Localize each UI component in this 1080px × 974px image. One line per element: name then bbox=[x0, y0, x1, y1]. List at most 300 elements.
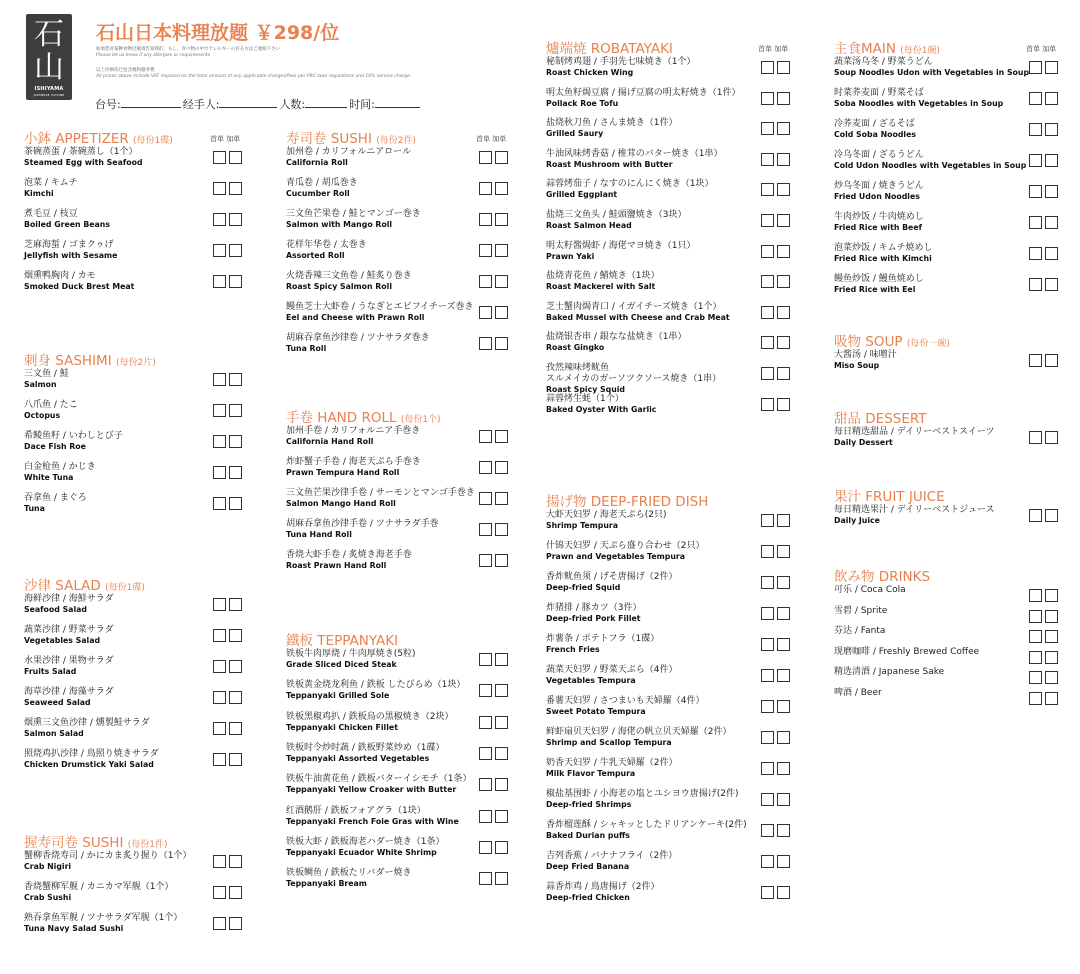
first-order-checkbox[interactable] bbox=[479, 716, 492, 729]
extra-order-checkbox[interactable] bbox=[777, 762, 790, 775]
logo-kanji-top: 石 bbox=[34, 17, 64, 52]
extra-order-checkbox[interactable] bbox=[1045, 610, 1058, 623]
extra-order-checkbox[interactable] bbox=[495, 244, 508, 257]
extra-order-checkbox[interactable] bbox=[777, 183, 790, 196]
order-checkboxes bbox=[213, 275, 242, 288]
order-checkboxes bbox=[213, 404, 242, 417]
menu-item-english: Seaweed Salad bbox=[24, 698, 91, 707]
extra-order-header: 加单 bbox=[1042, 45, 1057, 53]
first-order-checkbox[interactable] bbox=[213, 691, 226, 704]
first-order-checkbox[interactable] bbox=[479, 275, 492, 288]
extra-order-checkbox[interactable] bbox=[229, 598, 242, 611]
first-order-checkbox[interactable] bbox=[213, 629, 226, 642]
menu-item bbox=[834, 88, 1064, 109]
menu-item bbox=[286, 457, 514, 478]
extra-order-checkbox[interactable] bbox=[777, 398, 790, 411]
order-checkboxes bbox=[213, 660, 242, 673]
extra-order-checkbox[interactable] bbox=[777, 153, 790, 166]
order-checkboxes bbox=[479, 778, 508, 791]
first-order-checkbox[interactable] bbox=[761, 855, 774, 868]
extra-order-checkbox[interactable] bbox=[1045, 692, 1058, 705]
menu-item bbox=[24, 625, 248, 646]
extra-order-checkbox[interactable] bbox=[495, 747, 508, 760]
extra-order-checkbox[interactable] bbox=[495, 653, 508, 666]
section-title-text: 甜品 DESSERT bbox=[834, 411, 927, 427]
first-order-checkbox[interactable] bbox=[479, 841, 492, 854]
extra-order-checkbox[interactable] bbox=[229, 404, 242, 417]
order-column-headers bbox=[1026, 44, 1056, 54]
menu-item bbox=[24, 271, 248, 292]
menu-item-name: 泡菜炒饭 / キムチ焼めし bbox=[834, 243, 933, 253]
first-order-checkbox[interactable] bbox=[1029, 671, 1042, 684]
order-checkboxes bbox=[479, 841, 508, 854]
section-header bbox=[834, 37, 1064, 57]
section-title-text: 飲み物 DRINKS bbox=[834, 569, 931, 585]
first-order-checkbox[interactable] bbox=[1029, 509, 1042, 522]
extra-order-checkbox[interactable] bbox=[1045, 509, 1058, 522]
menu-item bbox=[24, 462, 248, 483]
menu-item-name: 茶碗蒸蛋 / 茶碗蒸し（1个） bbox=[24, 147, 138, 157]
extra-order-checkbox[interactable] bbox=[229, 497, 242, 510]
first-order-checkbox[interactable] bbox=[213, 753, 226, 766]
first-order-checkbox[interactable] bbox=[1029, 247, 1042, 260]
extra-order-checkbox[interactable] bbox=[495, 778, 508, 791]
order-checkboxes bbox=[479, 151, 508, 164]
section-title-text: 鐵板 TEPPANYAKI bbox=[286, 633, 399, 649]
first-order-checkbox[interactable] bbox=[761, 700, 774, 713]
extra-order-checkbox[interactable] bbox=[1045, 92, 1058, 105]
menu-item-name: 海草沙律 / 海藻サラダ bbox=[24, 687, 114, 697]
extra-order-checkbox[interactable] bbox=[229, 435, 242, 448]
first-order-header: 首单 bbox=[758, 45, 772, 53]
menu-item-name: 希鲮鱼籽 / いわしとび子 bbox=[24, 431, 123, 441]
extra-order-checkbox[interactable] bbox=[777, 576, 790, 589]
menu-item-name: 盐烧银杏串 / 銀なな盐焼き（1串） bbox=[546, 332, 687, 343]
extra-order-checkbox[interactable] bbox=[229, 373, 242, 386]
menu-item-english: Pollack Roe Tofu bbox=[546, 98, 619, 108]
first-order-header: 首单 bbox=[210, 135, 224, 143]
first-order-checkbox[interactable] bbox=[1029, 610, 1042, 623]
first-order-checkbox[interactable] bbox=[213, 182, 226, 195]
first-order-checkbox[interactable] bbox=[479, 523, 492, 536]
order-checkboxes bbox=[479, 684, 508, 697]
first-order-checkbox[interactable] bbox=[761, 886, 774, 899]
extra-order-checkbox[interactable] bbox=[1045, 431, 1058, 444]
menu-item bbox=[286, 240, 514, 261]
menu-item-english: Deep-fried Pork Fillet bbox=[546, 614, 641, 623]
extra-order-checkbox[interactable] bbox=[229, 660, 242, 673]
menu-item bbox=[834, 688, 1064, 699]
menu-item bbox=[286, 302, 514, 323]
extra-order-checkbox[interactable] bbox=[495, 151, 508, 164]
logo-tagline: JAPANESE CUISINE bbox=[33, 93, 65, 97]
first-order-checkbox[interactable] bbox=[479, 337, 492, 350]
menu-item bbox=[834, 243, 1064, 264]
extra-order-checkbox[interactable] bbox=[495, 213, 508, 226]
first-order-checkbox[interactable] bbox=[1029, 185, 1042, 198]
extra-order-checkbox[interactable] bbox=[495, 716, 508, 729]
extra-order-checkbox[interactable] bbox=[1045, 61, 1058, 74]
extra-order-checkbox[interactable] bbox=[495, 182, 508, 195]
extra-order-checkbox[interactable] bbox=[229, 855, 242, 868]
first-order-checkbox[interactable] bbox=[213, 435, 226, 448]
menu-item-name: 铁板牛油黄花鱼 / 鉄板バターイシモチ（1条） bbox=[286, 774, 472, 785]
first-order-checkbox[interactable] bbox=[761, 731, 774, 744]
first-order-checkbox[interactable] bbox=[479, 492, 492, 505]
menu-column-3 bbox=[546, 0, 796, 974]
first-order-checkbox[interactable] bbox=[761, 367, 774, 380]
order-checkboxes bbox=[761, 886, 790, 899]
menu-item bbox=[24, 493, 248, 514]
menu-item-english: Boiled Green Beans bbox=[24, 220, 110, 229]
extra-order-checkbox[interactable] bbox=[777, 700, 790, 713]
menu-item-name: 铁板鲷鱼 / 鉄板たリバダー焼き bbox=[286, 868, 412, 879]
section-title-text: 爐端焼 ROBATAYAKI bbox=[546, 41, 673, 57]
first-order-checkbox[interactable] bbox=[479, 778, 492, 791]
first-order-checkbox[interactable] bbox=[479, 461, 492, 474]
menu-item-english: Salmon bbox=[24, 380, 57, 389]
extra-order-checkbox[interactable] bbox=[1045, 651, 1058, 664]
menu-item-english: Baked Mussel with Cheese and Crab Meat bbox=[546, 312, 730, 322]
first-order-checkbox[interactable] bbox=[761, 92, 774, 105]
menu-item-name: 吞拿鱼 / まぐろ bbox=[24, 493, 87, 503]
order-checkboxes bbox=[1029, 431, 1058, 444]
menu-item-name: 铁板牛肉厚烧 / 牛肉厚焼き(5粒) bbox=[286, 649, 416, 659]
extra-order-checkbox[interactable] bbox=[495, 275, 508, 288]
first-order-checkbox[interactable] bbox=[1029, 61, 1042, 74]
order-checkboxes bbox=[761, 153, 790, 166]
extra-order-checkbox[interactable] bbox=[229, 886, 242, 899]
order-checkboxes bbox=[479, 653, 508, 666]
extra-order-checkbox[interactable] bbox=[495, 337, 508, 350]
extra-order-checkbox[interactable] bbox=[777, 607, 790, 620]
extra-order-checkbox[interactable] bbox=[495, 841, 508, 854]
order-checkboxes bbox=[1029, 354, 1058, 367]
first-order-checkbox[interactable] bbox=[479, 684, 492, 697]
menu-item bbox=[24, 209, 248, 230]
order-checkboxes bbox=[761, 245, 790, 258]
first-order-checkbox[interactable] bbox=[213, 855, 226, 868]
menu-item-name: 蟹柳香烧寿司 / かにカま炙り握り（1个） bbox=[24, 851, 192, 861]
extra-order-checkbox[interactable] bbox=[229, 691, 242, 704]
menu-item-english: Jellyfish with Sesame bbox=[24, 251, 118, 260]
extra-order-checkbox[interactable] bbox=[777, 855, 790, 868]
first-order-checkbox[interactable] bbox=[479, 872, 492, 885]
extra-order-checkbox[interactable] bbox=[1045, 589, 1058, 602]
order-column-headers bbox=[210, 134, 240, 144]
extra-order-checkbox[interactable] bbox=[777, 731, 790, 744]
menu-item-english: Eel and Cheese with Prawn Roll bbox=[286, 313, 425, 322]
first-order-checkbox[interactable] bbox=[1029, 354, 1042, 367]
menu-item-english: California Roll bbox=[286, 158, 348, 167]
menu-item bbox=[286, 178, 514, 199]
extra-order-checkbox[interactable] bbox=[229, 244, 242, 257]
first-order-checkbox[interactable] bbox=[479, 213, 492, 226]
menu-item-english: Tuna bbox=[24, 504, 45, 513]
first-order-checkbox[interactable] bbox=[761, 275, 774, 288]
order-checkboxes bbox=[479, 872, 508, 885]
extra-order-checkbox[interactable] bbox=[777, 793, 790, 806]
first-order-checkbox[interactable] bbox=[479, 182, 492, 195]
extra-order-checkbox[interactable] bbox=[495, 684, 508, 697]
extra-order-checkbox[interactable] bbox=[777, 336, 790, 349]
section-title bbox=[286, 629, 398, 649]
first-order-checkbox[interactable] bbox=[1029, 92, 1042, 105]
extra-order-checkbox[interactable] bbox=[1045, 671, 1058, 684]
first-order-checkbox[interactable] bbox=[213, 466, 226, 479]
first-order-checkbox[interactable] bbox=[1029, 589, 1042, 602]
extra-order-checkbox[interactable] bbox=[777, 214, 790, 227]
first-order-checkbox[interactable] bbox=[761, 824, 774, 837]
extra-order-checkbox[interactable] bbox=[777, 275, 790, 288]
extra-order-checkbox[interactable] bbox=[1045, 278, 1058, 291]
order-checkboxes bbox=[761, 61, 790, 74]
menu-item bbox=[286, 806, 514, 827]
first-order-checkbox[interactable] bbox=[213, 917, 226, 930]
extra-order-checkbox[interactable] bbox=[229, 629, 242, 642]
order-checkboxes bbox=[213, 151, 242, 164]
extra-order-checkbox[interactable] bbox=[1045, 630, 1058, 643]
first-order-checkbox[interactable] bbox=[479, 810, 492, 823]
first-order-checkbox[interactable] bbox=[479, 151, 492, 164]
order-checkboxes bbox=[761, 700, 790, 713]
order-checkboxes bbox=[1029, 216, 1058, 229]
menu-item-english: Deep-fried Chicken bbox=[546, 893, 630, 902]
menu-item-name: 雪碧 / Sprite bbox=[834, 605, 888, 616]
menu-item-name: 鲜虾扇贝天妇罗 / 海佬の帆立贝天婦羅（2件） bbox=[546, 727, 732, 737]
extra-order-checkbox[interactable] bbox=[229, 151, 242, 164]
first-order-checkbox[interactable] bbox=[761, 336, 774, 349]
first-order-checkbox[interactable] bbox=[761, 576, 774, 589]
extra-order-checkbox[interactable] bbox=[495, 461, 508, 474]
first-order-checkbox[interactable] bbox=[479, 244, 492, 257]
menu-item-name: 可乐 / Coca Cola bbox=[834, 585, 906, 595]
menu-item bbox=[286, 712, 514, 733]
first-order-checkbox[interactable] bbox=[761, 61, 774, 74]
first-order-checkbox[interactable] bbox=[213, 598, 226, 611]
first-order-checkbox[interactable] bbox=[213, 722, 226, 735]
extra-order-checkbox[interactable] bbox=[777, 245, 790, 258]
first-order-checkbox[interactable] bbox=[1029, 123, 1042, 136]
extra-order-checkbox[interactable] bbox=[777, 886, 790, 899]
menu-item-name: 芝士蟹肉焗青口 / イガイチーズ焼き（1个） bbox=[546, 301, 722, 312]
first-order-checkbox[interactable] bbox=[479, 653, 492, 666]
extra-order-checkbox[interactable] bbox=[495, 810, 508, 823]
menu-item-name: 冷荞麦面 / ざるそば bbox=[834, 119, 915, 129]
extra-order-checkbox[interactable] bbox=[229, 275, 242, 288]
first-order-checkbox[interactable] bbox=[761, 762, 774, 775]
menu-item bbox=[286, 271, 514, 292]
extra-order-checkbox[interactable] bbox=[777, 122, 790, 135]
order-checkboxes bbox=[213, 722, 242, 735]
order-checkboxes bbox=[479, 306, 508, 319]
extra-order-checkbox[interactable] bbox=[495, 523, 508, 536]
extra-order-checkbox[interactable] bbox=[777, 367, 790, 380]
section-title-text: 寿司卷 SUSHI bbox=[286, 131, 372, 147]
menu-item-english: Baked Oyster With Garlic bbox=[546, 404, 657, 414]
extra-order-checkbox[interactable] bbox=[777, 61, 790, 74]
order-checkboxes bbox=[761, 183, 790, 196]
extra-order-checkbox[interactable] bbox=[495, 492, 508, 505]
first-order-checkbox[interactable] bbox=[213, 151, 226, 164]
first-order-checkbox[interactable] bbox=[1029, 278, 1042, 291]
menu-item-name: 每日精选果汁 / デイリーベストジュース bbox=[834, 505, 995, 515]
logo-kanji-bottom: 山 bbox=[34, 50, 64, 85]
extra-order-checkbox[interactable] bbox=[229, 917, 242, 930]
first-order-checkbox[interactable] bbox=[761, 638, 774, 651]
first-order-checkbox[interactable] bbox=[761, 607, 774, 620]
section-drinks bbox=[834, 565, 1064, 698]
menu-item-name: 香炸鱿鱼须 / げそ唐揚げ（2件） bbox=[546, 572, 678, 582]
first-order-checkbox[interactable] bbox=[213, 275, 226, 288]
extra-order-checkbox[interactable] bbox=[1045, 354, 1058, 367]
first-order-checkbox[interactable] bbox=[761, 514, 774, 527]
first-order-checkbox[interactable] bbox=[213, 404, 226, 417]
first-order-checkbox[interactable] bbox=[761, 793, 774, 806]
menu-item bbox=[546, 789, 796, 810]
section-soup bbox=[834, 330, 1064, 370]
order-checkboxes bbox=[213, 886, 242, 899]
menu-item bbox=[546, 149, 796, 170]
menu-item bbox=[286, 837, 514, 858]
menu-item bbox=[24, 851, 248, 872]
first-order-checkbox[interactable] bbox=[1029, 692, 1042, 705]
menu-item-english: Roast Spicy Squid bbox=[546, 385, 625, 394]
menu-item-name: 蒜香炸鸡 / 鳥唐揚げ（2件） bbox=[546, 882, 660, 892]
first-order-checkbox[interactable] bbox=[213, 213, 226, 226]
menu-item-english: Prawn Yaki bbox=[546, 251, 595, 261]
first-order-checkbox[interactable] bbox=[1029, 431, 1042, 444]
extra-order-checkbox[interactable] bbox=[777, 306, 790, 319]
order-checkboxes bbox=[479, 716, 508, 729]
extra-order-checkbox[interactable] bbox=[777, 824, 790, 837]
extra-order-checkbox[interactable] bbox=[229, 722, 242, 735]
order-checkboxes bbox=[1029, 185, 1058, 198]
menu-item bbox=[286, 680, 514, 701]
first-order-checkbox[interactable] bbox=[479, 430, 492, 443]
order-checkboxes bbox=[213, 855, 242, 868]
first-order-checkbox[interactable] bbox=[213, 886, 226, 899]
menu-item-english: Deep Fried Banana bbox=[546, 862, 630, 871]
extra-order-checkbox[interactable] bbox=[1045, 154, 1058, 167]
menu-item bbox=[24, 656, 248, 677]
extra-order-checkbox[interactable] bbox=[1045, 123, 1058, 136]
menu-item-english: Roast Mushroom with Butter bbox=[546, 159, 673, 169]
order-checkboxes bbox=[1029, 123, 1058, 136]
menu-item-english: Dace Fish Roe bbox=[24, 442, 86, 451]
menu-item-name: 蔬菜汤乌冬 / 野菜うどん bbox=[834, 57, 933, 67]
allergy-note-en: Please let us know if any allergies or requirements bbox=[96, 53, 211, 58]
extra-order-checkbox[interactable] bbox=[1045, 185, 1058, 198]
section-title-text: 揚げ物 DEEP-FRIED DISH bbox=[546, 494, 709, 510]
first-order-checkbox[interactable] bbox=[761, 183, 774, 196]
menu-item bbox=[286, 209, 514, 230]
first-order-checkbox[interactable] bbox=[213, 497, 226, 510]
section-sushi-roll bbox=[286, 127, 514, 353]
extra-order-checkbox[interactable] bbox=[1045, 216, 1058, 229]
menu-item-english: Prawn and Vegetables Tempura bbox=[546, 552, 685, 561]
first-order-checkbox[interactable] bbox=[1029, 630, 1042, 643]
order-checkboxes bbox=[479, 275, 508, 288]
extra-order-checkbox[interactable] bbox=[1045, 247, 1058, 260]
logo-name-text: ISHIYAMA bbox=[34, 86, 64, 92]
section-header bbox=[546, 37, 796, 57]
section-nigiri-sushi bbox=[24, 831, 248, 933]
extra-order-checkbox[interactable] bbox=[229, 466, 242, 479]
first-order-checkbox[interactable] bbox=[213, 660, 226, 673]
menu-item-name: 加州手卷 / カリフォルニア手巻き bbox=[286, 426, 421, 436]
extra-order-checkbox[interactable] bbox=[777, 638, 790, 651]
section-title bbox=[286, 406, 441, 426]
order-checkboxes bbox=[213, 213, 242, 226]
extra-order-checkbox[interactable] bbox=[495, 430, 508, 443]
extra-order-checkbox[interactable] bbox=[495, 872, 508, 885]
first-order-checkbox[interactable] bbox=[1029, 154, 1042, 167]
menu-item bbox=[24, 687, 248, 708]
menu-item bbox=[546, 758, 796, 779]
extra-order-checkbox[interactable] bbox=[777, 514, 790, 527]
extra-order-checkbox[interactable] bbox=[495, 306, 508, 319]
extra-order-checkbox[interactable] bbox=[229, 182, 242, 195]
menu-item-english: Crab Sushi bbox=[24, 893, 72, 902]
first-order-checkbox[interactable] bbox=[761, 214, 774, 227]
first-order-checkbox[interactable] bbox=[761, 398, 774, 411]
menu-item-name: 牛肉炒饭 / 牛肉焼めし bbox=[834, 212, 924, 222]
order-checkboxes bbox=[761, 638, 790, 651]
menu-item bbox=[546, 118, 796, 139]
first-order-checkbox[interactable] bbox=[761, 245, 774, 258]
extra-order-checkbox[interactable] bbox=[229, 753, 242, 766]
menu-item bbox=[834, 350, 1064, 371]
menu-item-english: Sweet Potato Tempura bbox=[546, 707, 646, 716]
first-order-checkbox[interactable] bbox=[213, 244, 226, 257]
menu-item-name: 香烧大虾手卷 / 炙焼き海老手巻 bbox=[286, 550, 412, 560]
order-checkboxes bbox=[213, 466, 242, 479]
first-order-checkbox[interactable] bbox=[479, 554, 492, 567]
order-checkboxes bbox=[213, 629, 242, 642]
menu-item bbox=[286, 519, 514, 540]
menu-item bbox=[546, 510, 796, 531]
first-order-checkbox[interactable] bbox=[479, 306, 492, 319]
section-title bbox=[24, 127, 173, 147]
extra-order-checkbox[interactable] bbox=[777, 545, 790, 558]
section-header bbox=[546, 490, 796, 510]
section-header bbox=[834, 565, 1064, 585]
first-order-checkbox[interactable] bbox=[1029, 216, 1042, 229]
first-order-checkbox[interactable] bbox=[761, 306, 774, 319]
first-order-checkbox[interactable] bbox=[761, 122, 774, 135]
menu-item-english: Roast Prawn Hand Roll bbox=[286, 561, 387, 570]
first-order-checkbox[interactable] bbox=[761, 153, 774, 166]
menu-item-english: Teppanyaki Chicken Fillet bbox=[286, 722, 398, 732]
extra-order-header: 加单 bbox=[226, 135, 241, 143]
extra-order-checkbox[interactable] bbox=[495, 554, 508, 567]
order-checkboxes bbox=[761, 824, 790, 837]
first-order-checkbox[interactable] bbox=[761, 669, 774, 682]
section-hand-roll bbox=[286, 406, 514, 570]
first-order-checkbox[interactable] bbox=[1029, 651, 1042, 664]
order-checkboxes bbox=[479, 430, 508, 443]
menu-item bbox=[546, 820, 796, 841]
extra-order-checkbox[interactable] bbox=[229, 213, 242, 226]
first-order-checkbox[interactable] bbox=[213, 373, 226, 386]
extra-order-checkbox[interactable] bbox=[777, 92, 790, 105]
first-order-checkbox[interactable] bbox=[761, 545, 774, 558]
menu-item-name: 烟熏三文鱼沙律 / 燻製鮭サラダ bbox=[24, 718, 150, 728]
first-order-checkbox[interactable] bbox=[479, 747, 492, 760]
extra-order-checkbox[interactable] bbox=[777, 669, 790, 682]
time-label: 时间: bbox=[349, 98, 375, 111]
